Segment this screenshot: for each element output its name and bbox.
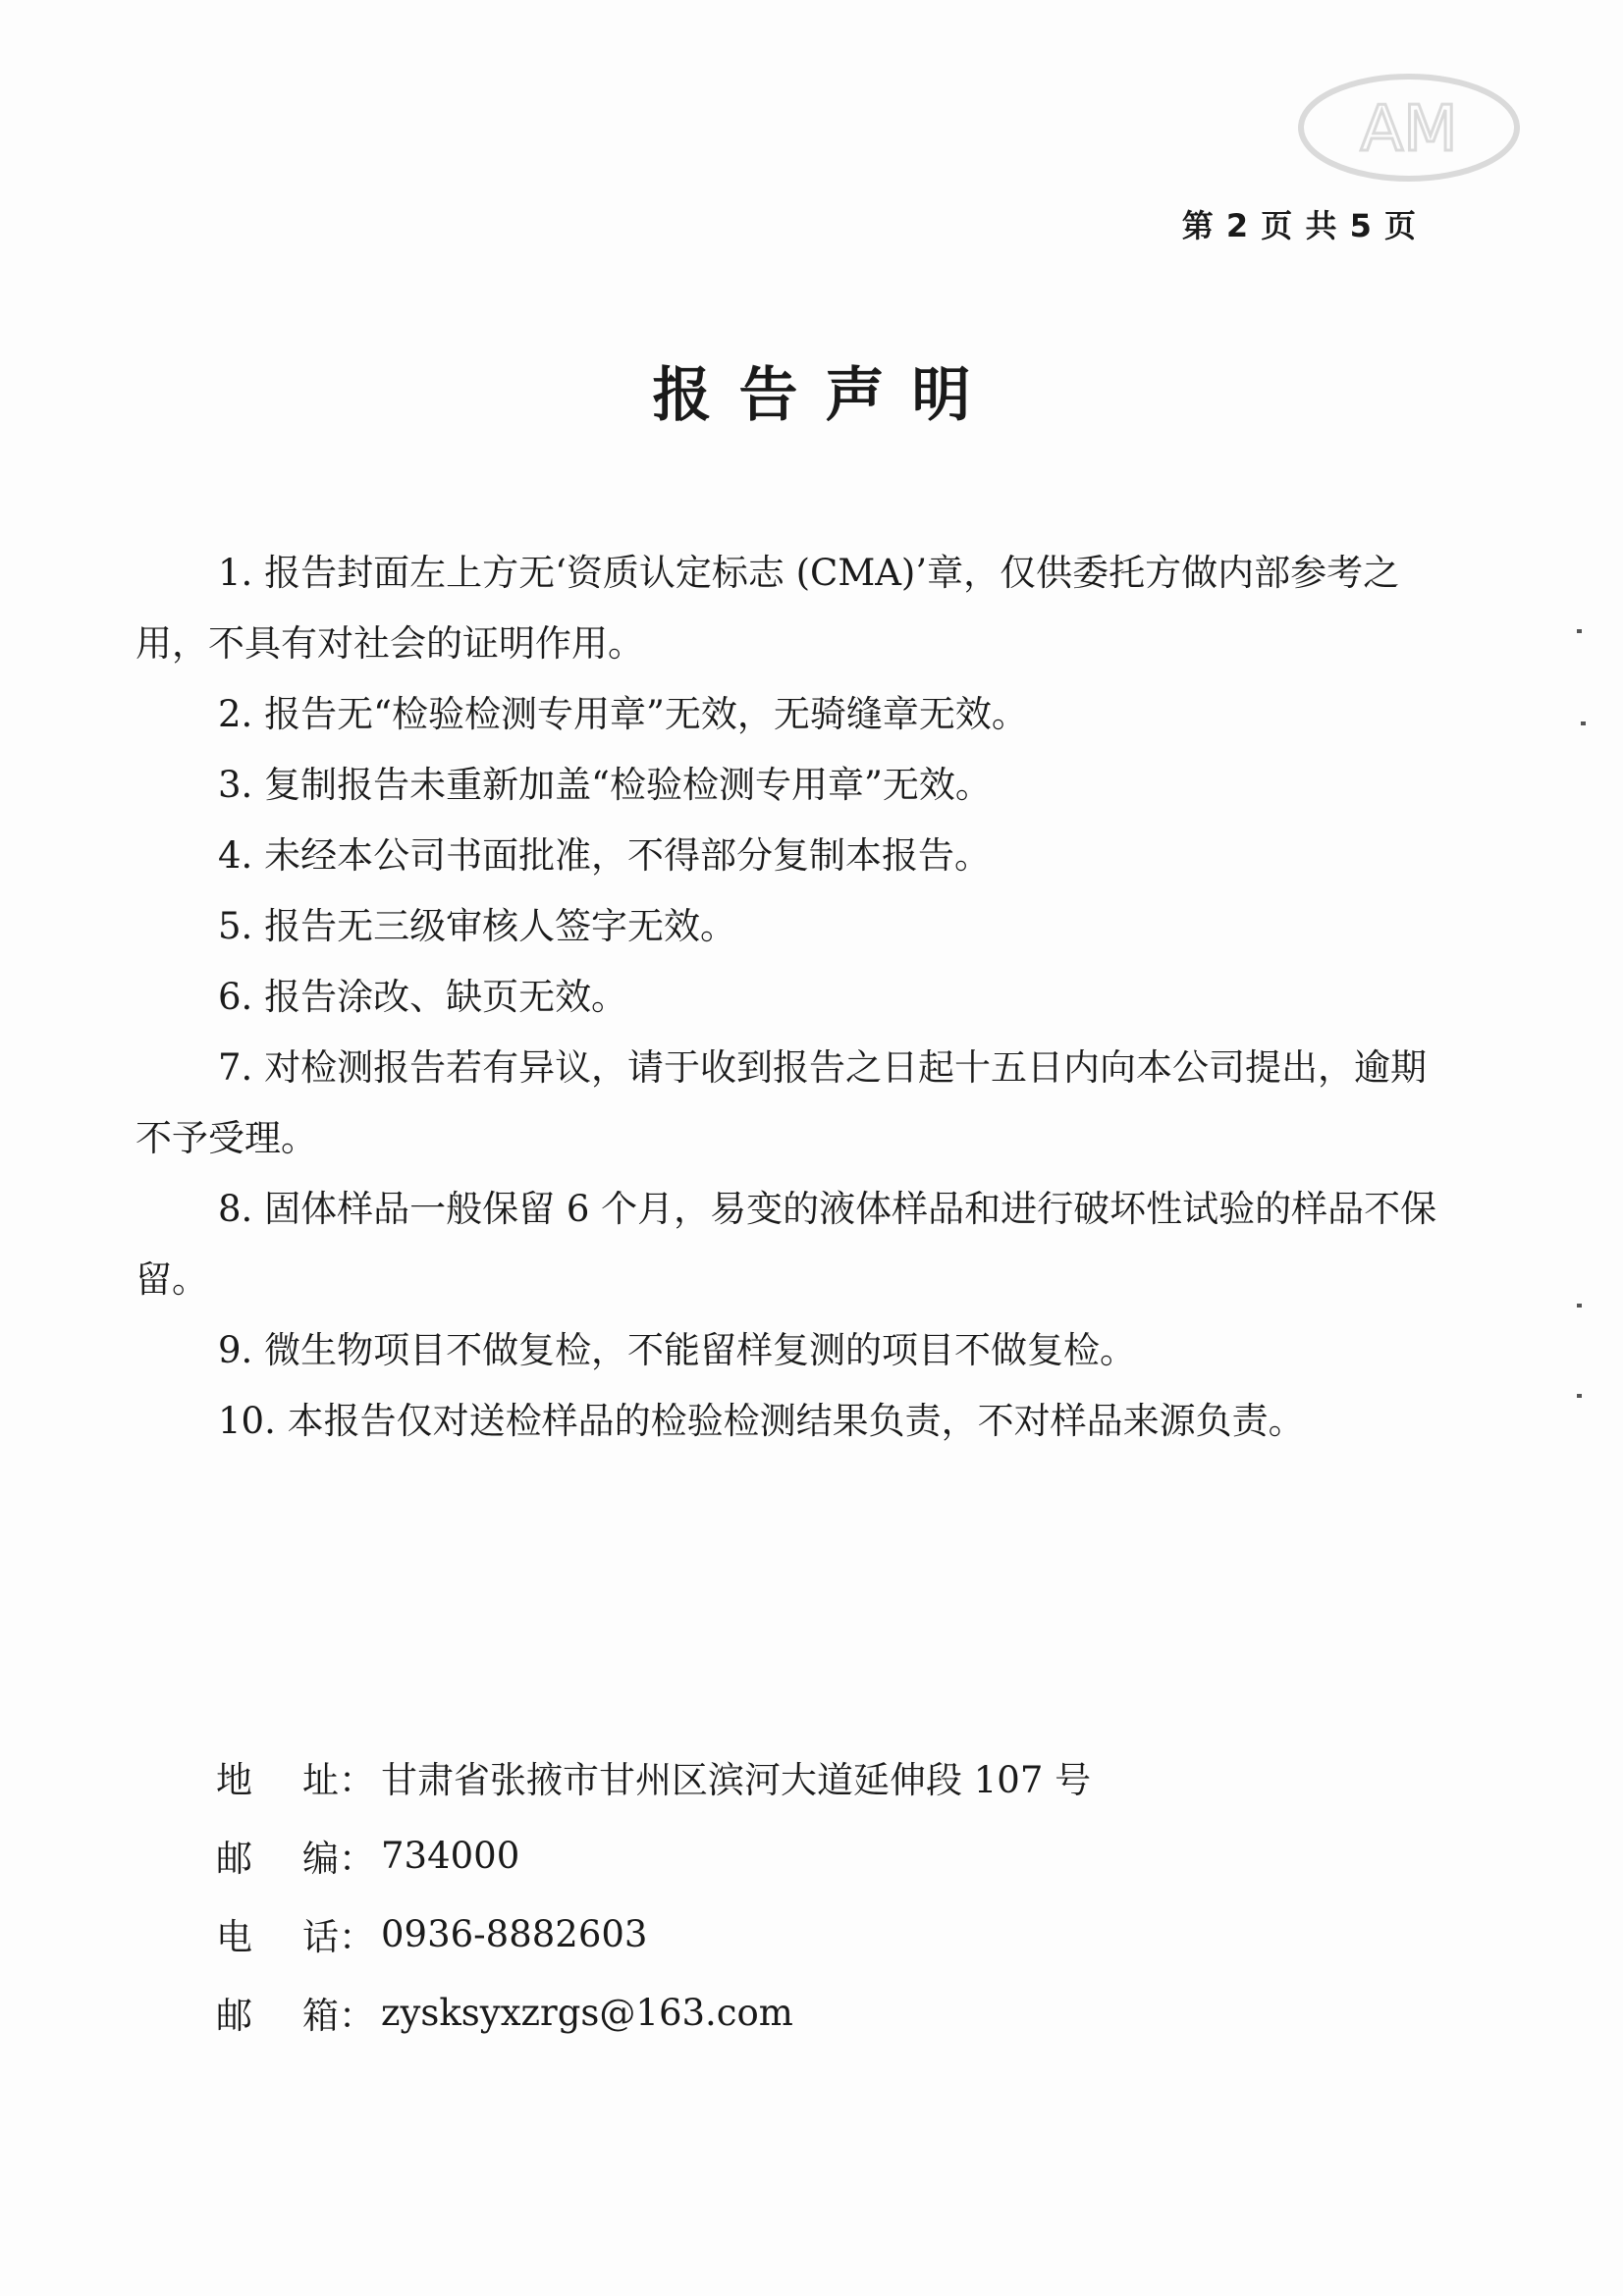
page-title: 报告声明 (652, 361, 999, 430)
postcode-value: 734000 (381, 1834, 520, 1877)
stamp-text: AM (1360, 93, 1458, 166)
postcode-label: 邮 编 (216, 1838, 339, 1880)
address-colon: ： (339, 1759, 375, 1801)
scan-speck (1577, 629, 1582, 633)
statement-item: 7. 对检测报告若有异议，请于收到报告之日起十五日内向本公司提出，逾期不予受理。 (135, 1046, 1428, 1159)
statement-item: 8. 固体样品一般保留 6 个月，易变的液体样品和进行破坏性试验的样品不保留。 (135, 1188, 1437, 1301)
address-value: 甘肃省张掖市甘州区滨河大道延伸段 107 号 (381, 1759, 1092, 1801)
scan-speck (1577, 1304, 1582, 1308)
email-row (216, 1973, 1091, 2052)
address-label: 地 址 (216, 1759, 339, 1801)
contact-info (216, 1737, 1091, 2052)
statement-item: 2. 报告无“检验检测专用章”无效，无骑缝章无效。 (218, 693, 1028, 735)
statement-item: 1. 报告封面左上方无‘资质认定标志 (CMA)’章，仅供委托方做内部参考之用，不具有对社会的证明作用。 (135, 552, 1400, 665)
statement-item: 3. 复制报告未重新加盖“检验检测专用章”无效。 (218, 764, 992, 806)
email-value: zysksyxzrgs@163.com (381, 1991, 793, 2034)
phone-label: 电 话 (216, 1916, 339, 1958)
scan-speck (1577, 1394, 1582, 1398)
statement-item: 5. 报告无三级审核人签字无效。 (218, 905, 737, 947)
postcode-colon: ： (339, 1838, 375, 1880)
phone-colon: ： (339, 1916, 375, 1958)
phone-row (216, 1895, 1091, 1973)
email-colon: ： (339, 1995, 375, 2037)
postcode-row (216, 1816, 1091, 1895)
page-number: 第 2 页 共 5 页 (1181, 207, 1417, 244)
phone-value: 0936-8882603 (381, 1912, 648, 1955)
statement-list (135, 538, 1441, 1457)
address-row (216, 1737, 1091, 1816)
statement-item: 6. 报告涂改、缺页无效。 (218, 976, 628, 1018)
statement-item: 4. 未经本公司书面批准，不得部分复制本报告。 (218, 834, 992, 877)
statement-item: 10. 本报告仅对送检样品的检验检测结果负责，不对样品来源负责。 (218, 1400, 1305, 1442)
cma-stamp-watermark (1286, 54, 1532, 201)
statement-item: 9. 微生物项目不做复检，不能留样复测的项目不做复检。 (218, 1329, 1137, 1371)
email-label: 邮 箱 (216, 1995, 339, 2037)
scan-speck (1581, 721, 1586, 725)
